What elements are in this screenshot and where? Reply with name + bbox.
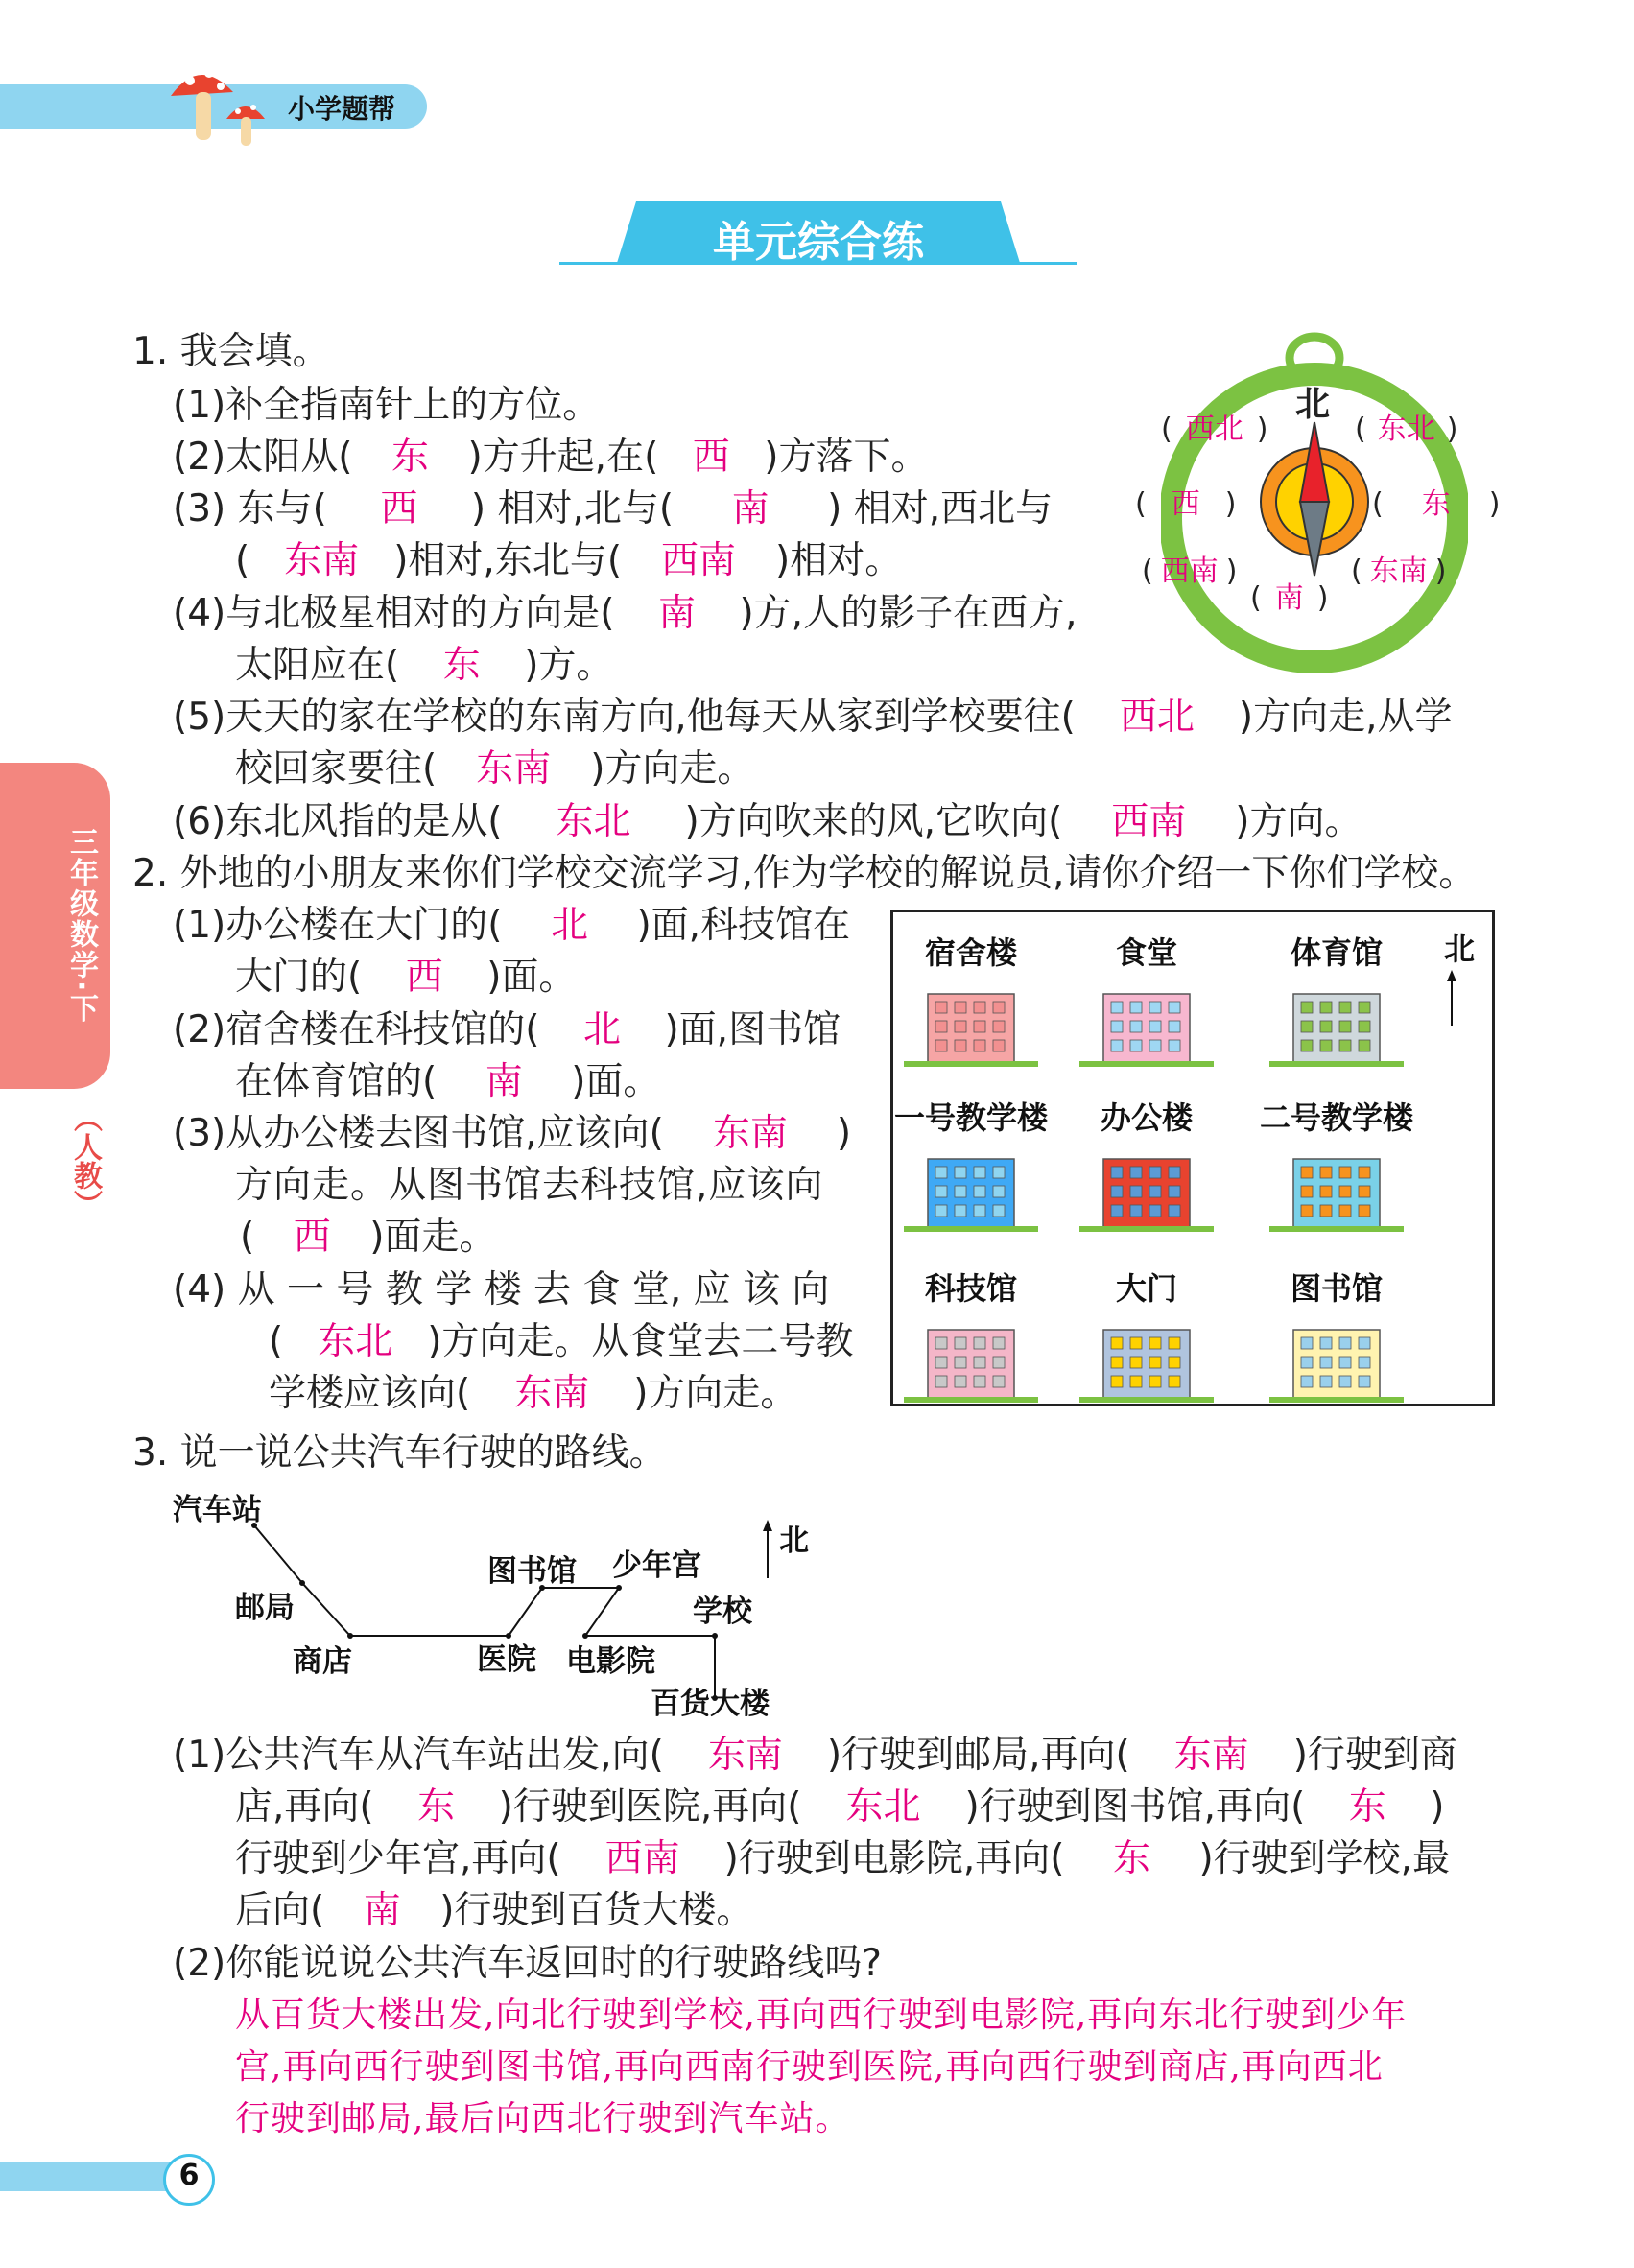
compass-nw: ( 西北 ) bbox=[1161, 413, 1268, 446]
campus-building-icon bbox=[1075, 1312, 1219, 1408]
answer-blank: 东 bbox=[391, 436, 429, 479]
q1-part2: (2)太阳从( 东 )方升起,在( 西 )方落下。 bbox=[173, 432, 929, 484]
answer-blank: 东 bbox=[1348, 1785, 1386, 1829]
series-name: 小学题帮 bbox=[288, 93, 396, 125]
q1-part6: (6)东北风指的是从( 东北 )方向吹来的风,它吹向( 西南 )方向。 bbox=[173, 796, 1362, 848]
campus-building-icon bbox=[1075, 1142, 1219, 1238]
map-north: 北 bbox=[779, 1524, 809, 1558]
campus-building-icon bbox=[1075, 977, 1219, 1073]
q3-answer-line-2: 宫,再向西行驶到图书馆,再向西南行驶到医院,再向西行驶到商店,再向西北 bbox=[235, 2047, 1384, 2087]
answer-blank: 东南 bbox=[476, 747, 552, 791]
q3-answer-line-3: 行驶到邮局,最后向西北行驶到汽车站。 bbox=[235, 2099, 851, 2138]
answer-blank: 西南 bbox=[1111, 800, 1187, 843]
q3-part1: (1)公共汽车从汽车站出发,向( 东南 )行驶到邮局,再向( 东南 )行驶到商 bbox=[173, 1730, 1457, 1782]
north-arrow bbox=[1442, 970, 1461, 1028]
campus-building-icon bbox=[1265, 1142, 1409, 1238]
q2-part4: (4) 从 一 号 教 学 楼 去 食 堂, 应 该 向 bbox=[173, 1268, 830, 1311]
q2-part4-cont: ( 东北 )方向走。从食堂去二号教 bbox=[269, 1316, 853, 1368]
q3-part1-cont: 店,再向( 东 )行驶到医院,再向( 东北 )行驶到图书馆,再向( 东 ) bbox=[235, 1782, 1445, 1833]
answer-blank: 西 bbox=[405, 956, 443, 999]
answer-blank: 东南 bbox=[1173, 1734, 1249, 1777]
campus-building-icon bbox=[1265, 977, 1409, 1073]
compass-ne: ( 东北 ) bbox=[1355, 413, 1458, 446]
q1-part3: (3) 东与( 西 ) 相对,北与( 南 ) 相对,西北与 bbox=[173, 484, 1053, 535]
stop-station: 汽车站 bbox=[173, 1493, 262, 1527]
answer-blank: 东北 bbox=[845, 1785, 921, 1829]
compass-e: ( 东 ) bbox=[1372, 487, 1501, 521]
stop-hospital: 医院 bbox=[477, 1642, 536, 1677]
answer-blank: 北 bbox=[550, 904, 588, 947]
campus-building-label: 体育馆 bbox=[1290, 934, 1383, 971]
side-tab-edition: （人教） bbox=[68, 1103, 102, 1218]
q2-part3: (3)从办公楼去图书馆,应该向( 东南 ) bbox=[173, 1108, 851, 1160]
q2-part1: (1)办公楼在大门的( 北 )面,科技馆在 bbox=[173, 900, 850, 952]
q3-part1-cont2: 行驶到少年宫,再向( 西南 )行驶到电影院,再向( 东 )行驶到学校,最 bbox=[235, 1833, 1450, 1885]
compass-sw: ( 西南 ) bbox=[1142, 555, 1238, 588]
campus-building-label: 办公楼 bbox=[1100, 1099, 1193, 1136]
answer-blank: 东南 bbox=[712, 1112, 788, 1155]
q2-title: 2. 外地的小朋友来你们学校交流学习,作为学校的解说员,请你介绍一下你们学校。 bbox=[132, 852, 1477, 895]
side-tab-grade: 三年级数学·下 bbox=[64, 827, 98, 1025]
campus-building-label: 图书馆 bbox=[1290, 1270, 1383, 1307]
compass-w: ( 西 ) bbox=[1135, 487, 1237, 521]
answer-blank: 南 bbox=[657, 592, 696, 635]
stop-shop: 商店 bbox=[293, 1644, 352, 1679]
q3-title: 3. 说一说公共汽车行驶的路线。 bbox=[132, 1431, 667, 1475]
q1-part3-cont: ( 东南 )相对,东北与( 西南 )相对。 bbox=[235, 535, 902, 587]
q2-part3-cont2: ( 西 )面走。 bbox=[240, 1212, 496, 1264]
answer-blank: 东 bbox=[417, 1785, 456, 1829]
stop-post: 邮局 bbox=[235, 1591, 295, 1625]
campus-north-label: 北 bbox=[1444, 931, 1476, 967]
stop-mall: 百货大楼 bbox=[651, 1687, 770, 1721]
campus-building-label: 科技馆 bbox=[924, 1270, 1017, 1307]
stop-palace: 少年宫 bbox=[612, 1548, 701, 1583]
campus-building-icon bbox=[899, 1312, 1043, 1408]
answer-blank: 东北 bbox=[318, 1320, 393, 1363]
q1-part1: (1)补全指南针上的方位。 bbox=[173, 384, 601, 427]
stop-cinema: 电影院 bbox=[566, 1644, 655, 1679]
answer-blank: 东 bbox=[442, 644, 481, 687]
mushroom-logo bbox=[161, 56, 286, 152]
campus-building-icon bbox=[1265, 1312, 1409, 1408]
answer-blank: 东北 bbox=[556, 800, 631, 843]
stop-school: 学校 bbox=[693, 1595, 752, 1629]
answer-blank: 南 bbox=[731, 487, 770, 531]
q2-part3-cont: 方向走。从图书馆去科技馆,应该向 bbox=[235, 1164, 824, 1207]
campus-building-icon bbox=[899, 1142, 1043, 1238]
q1-title: 1. 我会填。 bbox=[132, 330, 330, 373]
campus-building-label: 一号教学楼 bbox=[893, 1099, 1048, 1136]
q3-part2: (2)你能说说公共汽车返回时的行驶路线吗? bbox=[173, 1942, 882, 1985]
answer-blank: 西南 bbox=[604, 1837, 680, 1880]
answer-blank: 东南 bbox=[514, 1372, 590, 1415]
answer-blank: 东南 bbox=[707, 1734, 783, 1777]
q1-part5-cont: 校回家要往( 东南 )方向走。 bbox=[235, 744, 754, 795]
page-title: 单元综合练 bbox=[713, 218, 924, 267]
answer-blank: 南 bbox=[485, 1060, 523, 1103]
campus-building-label: 宿舍楼 bbox=[924, 934, 1017, 971]
campus-building-label: 二号教学楼 bbox=[1259, 1099, 1413, 1136]
stop-library: 图书馆 bbox=[487, 1554, 577, 1589]
q3-answer-line-1: 从百货大楼出发,向北行驶到学校,再向西行驶到电影院,再向东北行驶到少年 bbox=[235, 1996, 1408, 2035]
answer-blank: 西 bbox=[380, 487, 418, 531]
answer-blank: 西 bbox=[692, 436, 730, 479]
answer-blank: 南 bbox=[363, 1889, 401, 1932]
compass-s: ( 南 ) bbox=[1250, 581, 1329, 615]
compass-se: ( 东南 ) bbox=[1351, 555, 1447, 588]
answer-blank: 西北 bbox=[1119, 696, 1195, 739]
q1-part5: (5)天天的家在学校的东南方向,他每天从家到学校要往( 西北 )方向走,从学 bbox=[173, 692, 1452, 744]
answer-blank: 西南 bbox=[661, 539, 737, 582]
answer-blank: 东南 bbox=[284, 539, 360, 582]
answer-blank: 东 bbox=[1112, 1837, 1150, 1880]
q3-part1-cont3: 后向( 南 )行驶到百货大楼。 bbox=[235, 1885, 753, 1937]
campus-building-label: 大门 bbox=[1115, 1270, 1177, 1307]
q2-part2-cont: 在体育馆的( 南 )面。 bbox=[235, 1056, 660, 1108]
q1-part4: (4)与北极星相对的方向是( 南 )方,人的影子在西方, bbox=[173, 588, 1077, 640]
campus-building-icon bbox=[899, 977, 1043, 1073]
q2-part1-cont: 大门的( 西 )面。 bbox=[235, 952, 576, 1004]
answer-blank: 西 bbox=[293, 1216, 331, 1259]
compass-north-label: 北 bbox=[1295, 385, 1331, 424]
q1-part4-cont: 太阳应在( 东 )方。 bbox=[235, 640, 613, 692]
answer-blank: 北 bbox=[582, 1008, 621, 1051]
campus-building-label: 食堂 bbox=[1115, 934, 1177, 971]
q2-part2: (2)宿舍楼在科技馆的( 北 )面,图书馆 bbox=[173, 1004, 841, 1056]
page-number: 6 bbox=[178, 2159, 200, 2192]
q2-part4-cont2: 学楼应该向( 东南 )方向走。 bbox=[269, 1368, 797, 1420]
